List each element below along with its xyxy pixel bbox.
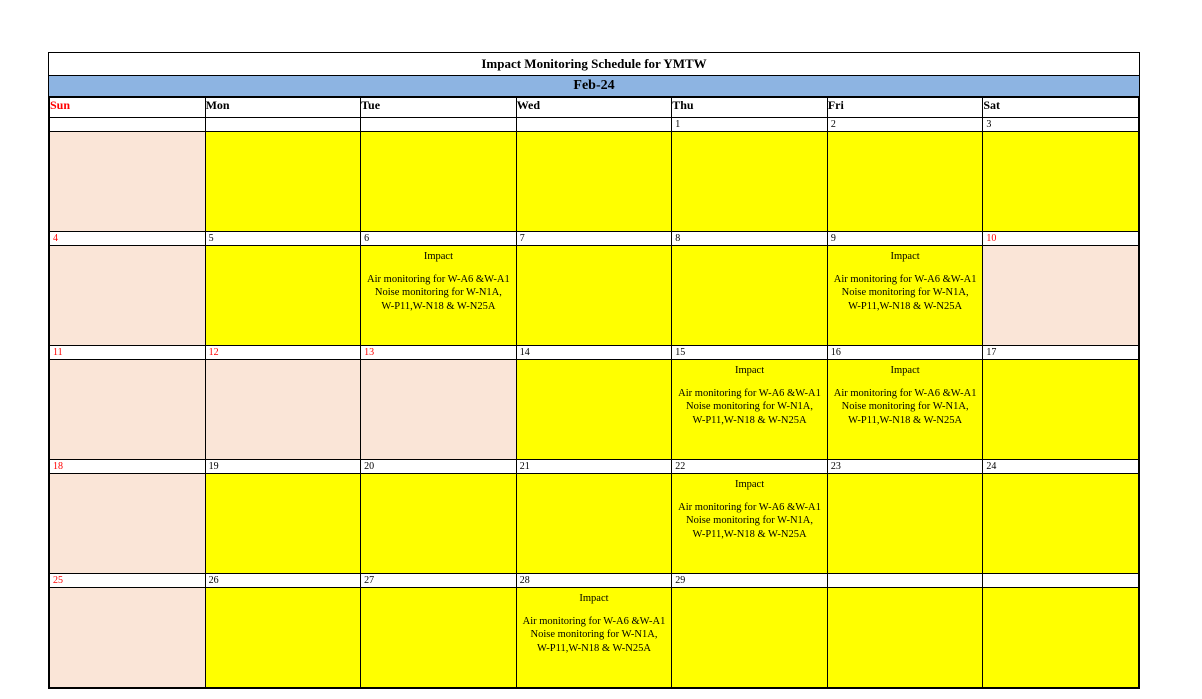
day-number: 22 [672,460,827,474]
day-number: 26 [206,574,361,588]
event-detail-line-3: W-P11,W-N18 & W-N25A [536,642,651,654]
calendar-day-cell[interactable] [361,232,517,346]
event-detail-line-2: Noise monitoring for W-N1A, [686,401,814,412]
event-title: Impact [734,479,765,490]
event-detail-line-3: W-P11,W-N18 & W-N25A [692,528,807,540]
day-cell-body [361,360,516,459]
calendar-day-cell[interactable] [983,346,1139,460]
weekday-header-thu: Thu [672,98,828,118]
day-cell-body [50,132,205,231]
day-number: 7 [517,232,672,246]
event-detail-line-1: Air monitoring for W-A6 &W-A1 [678,387,821,399]
day-cell-body [672,360,827,459]
calendar-day-cell[interactable] [516,232,672,346]
day-cell-body [50,588,205,687]
day-number: 24 [983,460,1138,474]
event-detail-line-2: Noise monitoring for W-N1A, [374,287,502,298]
event-title: Impact [579,593,609,604]
event-detail-line-2: Noise monitoring for W-N1A, [686,515,814,526]
day-number [517,118,672,132]
weekday-header-tue: Tue [361,98,517,118]
calendar-week-row [50,460,1139,574]
day-number: 16 [828,346,983,360]
weekday-header-sun: Sun [50,98,206,118]
calendar-day-cell[interactable] [827,574,983,688]
calendar-day-cell[interactable] [983,574,1139,688]
day-number: 23 [828,460,983,474]
calendar-day-cell[interactable] [205,118,361,232]
day-cell-body [517,360,672,459]
calendar-day-cell[interactable] [516,346,672,460]
event-detail-line-3: W-P11,W-N18 & W-N25A [381,300,496,312]
day-number [206,118,361,132]
calendar-day-cell[interactable] [827,460,983,574]
day-number: 15 [672,346,827,360]
day-number: 11 [50,346,205,360]
day-number: 25 [50,574,205,588]
calendar-day-cell[interactable] [983,232,1139,346]
calendar-day-cell[interactable] [983,118,1139,232]
calendar-day-cell[interactable] [672,574,828,688]
day-cell-body [828,246,983,345]
day-number: 21 [517,460,672,474]
event-detail-line-3: W-P11,W-N18 & W-N25A [848,414,963,426]
calendar-day-cell[interactable] [672,460,828,574]
day-cell-body [983,474,1138,573]
weekday-header-sat: Sat [983,98,1139,118]
day-number: 28 [517,574,672,588]
calendar-day-cell[interactable] [50,574,206,688]
event-detail-line-1: Air monitoring for W-A6 &W-A1 [678,501,821,513]
day-cell-body [361,246,516,345]
day-number [50,118,205,132]
day-number: 4 [50,232,205,246]
day-cell-body [983,132,1138,231]
day-cell-body [983,588,1138,687]
event-title: Impact [890,365,920,376]
day-cell-body [828,132,983,231]
day-cell-body [517,246,672,345]
day-cell-body [517,588,672,687]
day-cell-body [828,588,983,687]
day-number: 9 [828,232,983,246]
day-number: 3 [983,118,1138,132]
day-cell-body [517,474,672,573]
day-number [983,574,1138,588]
day-cell-body [828,474,983,573]
calendar-day-cell[interactable] [361,574,517,688]
calendar-day-cell[interactable] [205,232,361,346]
day-number: 5 [206,232,361,246]
calendar-day-cell[interactable] [361,460,517,574]
weekday-header-row [50,98,1139,118]
calendar-day-cell[interactable] [672,346,828,460]
event-detail-line-2: Noise monitoring for W-N1A, [841,401,969,412]
calendar-day-cell[interactable] [516,574,672,688]
day-number: 14 [517,346,672,360]
event-detail-line-3: W-P11,W-N18 & W-N25A [848,300,963,312]
day-number: 18 [50,460,205,474]
calendar-day-cell[interactable] [205,460,361,574]
day-number: 27 [361,574,516,588]
event-detail-line-1: Air monitoring for W-A6 &W-A1 [833,273,977,285]
calendar-day-cell[interactable] [516,118,672,232]
day-number: 12 [206,346,361,360]
day-number: 20 [361,460,516,474]
calendar-day-cell[interactable] [983,460,1139,574]
month-label: Feb-24 [49,76,1139,97]
day-cell-body [206,474,361,573]
calendar-day-cell[interactable] [50,118,206,232]
calendar-day-cell[interactable] [205,574,361,688]
day-number: 17 [983,346,1138,360]
calendar-day-cell[interactable] [361,346,517,460]
weekday-header-mon: Mon [205,98,361,118]
calendar-day-cell[interactable] [827,232,983,346]
event-detail-line-2: Noise monitoring for W-N1A, [530,629,658,640]
day-number: 19 [206,460,361,474]
calendar-week-row [50,232,1139,346]
day-number [828,574,983,588]
day-cell-body [983,360,1138,459]
day-number [361,118,516,132]
event-detail-line-3: W-P11,W-N18 & W-N25A [692,414,807,426]
calendar-day-cell[interactable] [50,232,206,346]
event-title: Impact [734,365,765,376]
calendar-week-row [50,574,1139,688]
day-number: 2 [828,118,983,132]
calendar-day-cell[interactable] [672,118,828,232]
calendar-day-cell[interactable] [361,118,517,232]
schedule-title: Impact Monitoring Schedule for YMTW [49,53,1139,76]
day-cell-body [672,246,827,345]
day-number: 13 [361,346,516,360]
weekday-header-wed: Wed [516,98,672,118]
day-number: 1 [672,118,827,132]
day-number: 6 [361,232,516,246]
event-detail-line-1: Air monitoring for W-A6 &W-A1 [833,387,977,399]
calendar-body [50,118,1139,688]
calendar-grid [49,97,1139,688]
day-number: 8 [672,232,827,246]
calendar-week-row [50,118,1139,232]
day-cell-body [672,588,827,687]
weekday-header-fri: Fri [827,98,983,118]
day-cell-body [672,132,827,231]
calendar-day-cell[interactable] [516,460,672,574]
calendar-week-row [50,346,1139,460]
day-cell-body [361,474,516,573]
day-cell-body [206,588,361,687]
event-title: Impact [423,251,453,262]
calendar-day-cell[interactable] [205,346,361,460]
calendar-day-cell[interactable] [50,460,206,574]
event-title: Impact [890,251,920,262]
day-cell-body [517,132,672,231]
day-number: 10 [983,232,1138,246]
day-cell-body [50,246,205,345]
event-detail-line-2: Noise monitoring for W-N1A, [841,287,969,298]
calendar-day-cell[interactable] [827,118,983,232]
day-cell-body [50,474,205,573]
day-cell-body [361,588,516,687]
day-cell-body [361,132,516,231]
calendar-day-cell[interactable] [827,346,983,460]
event-detail-line-1: Air monitoring for W-A6 &W-A1 [522,615,666,627]
calendar-sheet [48,52,1140,689]
day-cell-body [206,360,361,459]
event-detail-line-1: Air monitoring for W-A6 &W-A1 [367,273,510,285]
day-cell-body [50,360,205,459]
day-cell-body [206,132,361,231]
calendar-day-cell[interactable] [50,346,206,460]
calendar-day-cell[interactable] [672,232,828,346]
day-cell-body [828,360,983,459]
day-cell-body [206,246,361,345]
day-number: 29 [672,574,827,588]
day-cell-body [983,246,1138,345]
day-cell-body [672,474,827,573]
